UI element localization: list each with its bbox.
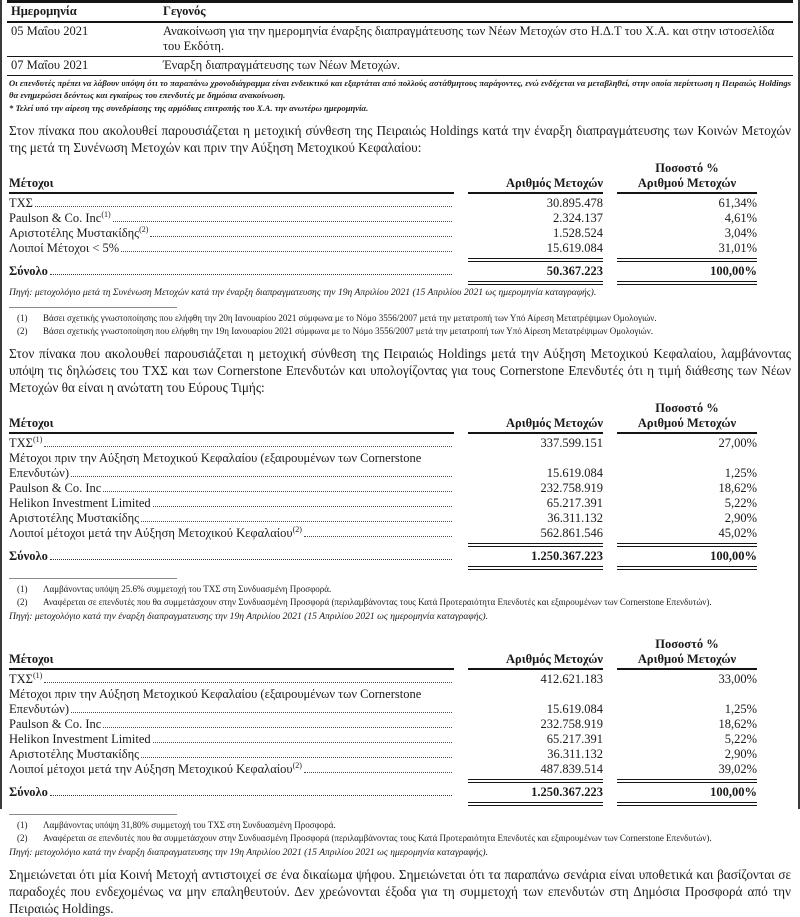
footnote-ref: (1) [101,209,111,219]
table-row-label-first-line: Μέτοχοι πριν την Αύξηση Μετοχικού Κεφαλαίου (εξαιρουμένων των Cornerstone [9,450,422,465]
intro-paragraph-2: Στον πίνακα που ακολουθεί παρουσιάζεται η μετοχική σύνθεση της Πειραιώς Holdings μετά την Αύξηση Μετοχικού Κεφαλαίου, λαμβάνοντας υπόψη τις δηλώσεις του ΤΧΣ και των Cornerstone Επενδυτών και υπολογίζοντας για τους Cornerstone Επενδυτές ότι η τιμή διάθεσης των Νέων Μετοχών θα είναι η ανώτατη του Εύρους Τιμής: [9,345,791,395]
footnote-ref: (2) [292,760,302,770]
col-header-percentage [617,401,757,434]
table-rows [9,672,757,777]
shareholder-name: Λοιποί Μέτοχοι < 5% [9,240,120,255]
asterisk-note: * Τελεί υπό την αίρεση της συνεδρίασης της αρμόδιας επιτροπής του Χ.Α. την ανωτέρω ημερομηνία. [9,103,369,113]
closing-paragraph: Σημειώνεται ότι μία Κοινή Μετοχή αντιστοιχεί σε ένα δικαίωμα ψήφου. Σημειώνεται ότι τα παραπάνω σενάρια είναι υποθετικά και βασίζονται σε παραδοχές που ενδεχομένως να μην επαληθευτούν. Δεν χρεώνονται έξοδα για τη συμμετοχή των επενδυτών στη Δημόσια Προσφορά από την Πειραιώς Holdings. [9,866,791,916]
footnote-text: Αναφέρεται σε επενδυτές που θα συμμετάσχουν στην Συνδυασμένη Προσφορά (περιλαμβάνοντας τους Κατά Προτεραιότητα Επενδυτές και εξαιρουμένων των Cornerstone Επενδυτών). [43,597,712,607]
shareholder-name: ΤΧΣ [9,195,33,210]
shares-percentage: 2,90% [724,510,757,525]
source-note-3: Πηγή: μετοχολόγιο κατά την έναρξη διαπραγματευσης την 19η Απριλίου 2021 (15 Απριλίου 2021 ως ημερομηνία καταγραφής). [9,846,488,858]
footnote [9,312,791,325]
shareholders-table-1 [9,161,757,285]
shares-count: 487.839.514 [540,761,603,776]
table-row [9,496,757,511]
table-row [9,196,757,211]
footnote [9,832,791,845]
post-total-rule [9,281,757,285]
shares-percentage: 61,34% [718,195,757,210]
shares-percentage: 3,04% [724,225,757,240]
shares-percentage: 18,62% [718,480,757,495]
total-percentage: 100,00% [710,784,757,799]
footnote [9,819,791,832]
schedule-date: 07 Μαΐου 2021 [11,58,89,72]
timeline-disclaimer: Οι επενδυτές πρέπει να λάβουν υπόψη ότι το παραπάνω χρονοδιάγραμμα είναι ενδεικτικό και εξαρτάται από πολλούς αστάθμητους παράγοντες, ενώ ενδέχεται να μεταβληθεί, στην οποία περίπτωση η Πειραιώς Holdings θα ενημερώσει δεόντως και εγκαίρως του επενδυτές με δημόσια ανακοίνωση. [9,78,791,100]
total-row [9,264,757,279]
total-label: Σύνολο [9,263,48,278]
table-row [9,717,757,732]
shareholder-name: ΤΧΣ$^{(1)}$ [9,670,43,686]
shares-count: 36.311.132 [547,746,603,761]
dotted-leader [44,682,452,683]
total-percentage: 100,00% [710,263,757,278]
footnote-number: (2) [17,326,28,336]
footnote-separator [9,307,177,308]
shares-count: 1.528.524 [553,225,603,240]
shares-percentage: 4,61% [724,210,757,225]
shareholder-name: Αριστοτέλης Μυστακίδης [9,510,140,525]
shareholder-name: ΤΧΣ$^{(1)}$ [9,434,43,450]
table-row [9,672,757,687]
footnote-text: Βάσει σχετικής γνωστοποίησης που ελήφθη την 20η Ιανουαρίου 2021 σύμφωνα με το Νόμο 3556/2007 μετά την μετατροπή των Υπό Αίρεση Μετατρέψιμων Ομολογιών. [43,312,657,323]
dotted-leader [71,476,452,477]
shares-count: 337.599.151 [540,435,603,450]
shares-count: 15.619.084 [546,240,603,255]
table-row [9,526,757,541]
shares-percentage: 39,02% [718,761,757,776]
shares-count: 65.217.391 [546,731,603,746]
shareholder-name: Αριστοτέλης Μυστακίδης [9,746,140,761]
dotted-leader [121,251,452,252]
shares-percentage: 27,00% [718,435,757,450]
col-header-shareholders: Μέτοχοι [9,652,454,670]
shares-count: 2.324.137 [553,210,603,225]
footnote-text: Λαμβάνοντας υπόψη 31,80% συμμετοχή του ΤΧΣ στη Συνδυασμένη Προσφορά. [43,819,336,830]
shareholder-name: Helikon Investment Limited [9,495,151,510]
total-percentage: 100,00% [710,548,757,563]
shareholder-name: Paulson & Co. Inc [9,480,102,495]
footnote-number: (1) [17,583,28,594]
schedule-row [7,57,793,76]
table-row-label-first-line: Μέτοχοι πριν την Αύξηση Μετοχικού Κεφαλαίου (εξαιρουμένων των Cornerstone [9,686,422,701]
schedule-header-row [7,2,793,23]
shares-percentage: 1,25% [724,465,757,480]
shares-percentage: 5,22% [724,495,757,510]
table-row [9,481,757,496]
shareholder-name: Paulson & Co. Inc$^{(1)}$ [9,209,111,225]
shareholders-table-2 [9,401,757,570]
col-header-percentage [617,161,757,194]
footnote-ref: (2) [292,524,302,534]
table-row [9,732,757,747]
shareholder-name: Λοιποί μέτοχοι μετά την Αύξηση Μετοχικού Κεφαλαίου$^{(2)}$ [9,524,302,540]
shares-count: 15.619.084 [546,465,603,480]
table-rows [9,196,757,256]
table-row [9,466,757,481]
col-header-percentage [617,637,757,670]
dotted-leader [50,795,452,796]
schedule-event: Έναρξη διαπραγμάτευσης των Νέων Μετοχών. [163,58,401,72]
shares-percentage: 31,01% [718,240,757,255]
footnote-number: (1) [17,819,28,830]
table-row [9,762,757,777]
footnote [9,583,791,596]
dotted-leader [113,221,452,222]
schedule-header-event: Γεγονός [163,4,206,18]
schedule-header-date: Ημερομηνία [11,4,77,18]
shares-count: 232.758.919 [540,480,603,495]
table-row [9,511,757,526]
table-row [9,211,757,226]
shares-percentage: 2,90% [724,746,757,761]
intro-paragraph-1: Στον πίνακα που ακολουθεί παρουσιάζεται η μετοχική σύνθεση της Πειραιώς Holdings κατά την έναρξη διαπραγμάτευσης των Κοινών Μετοχών της μετά τη Συνένωση Μετοχών και πριν την Αύξηση Μετοχικού Κεφαλαίου: [9,122,791,155]
shareholder-name: Επενδυτών) [9,465,69,480]
pre-total-rule [9,543,757,547]
footnote-text: Λαμβάνοντας υπόψη 25.6% συμμετοχή του ΤΧΣ στη Συνδυασμένη Προσφορά. [43,583,332,594]
footnote-text: Αναφέρεται σε επενδυτές που θα συμμετάσχουν στην Συνδυασμένη Προσφορά (περιλαμβάνοντας τους Κατά Προτεραιότητα Επενδυτές και εξαιρουμένων των Cornerstone Επενδυτών). [43,833,712,843]
col-header-percentage-line2: Αριθμού Μετοχών [637,651,737,666]
footnote-ref: (1) [32,670,43,680]
total-label: Σύνολο [9,784,48,799]
col-header-number-of-shares: Αριθμός Μετοχών [468,176,603,194]
footnote-ref: (1) [32,434,43,444]
footnote-separator [9,578,177,579]
table-row [9,702,757,717]
footnote-ref: (2) [139,224,149,234]
pre-total-rule [9,258,757,262]
table-header-row [9,401,757,434]
dotted-leader [50,559,452,560]
total-label: Σύνολο [9,548,48,563]
dotted-leader [304,536,452,537]
total-shares: 1.250.367.223 [531,784,603,799]
footnote-number: (1) [17,312,28,323]
table-header-row [9,161,757,194]
total-shares: 50.367.223 [546,263,603,278]
source-note-1: Πηγή: μετοχολόγιο μετά τη Συνένωση Μετοχών κατά την έναρξη διαπραγματευσης την 19η Απριλίου 2021 (15 Απριλίου 2021 ως ημερομηνία καταγραφής). [9,286,597,298]
col-header-percentage-line2: Αριθμού Μετοχών [637,415,737,430]
dotted-leader [103,491,452,492]
col-header-number-of-shares: Αριθμός Μετοχών [468,416,603,434]
col-header-number-of-shares: Αριθμός Μετοχών [468,652,603,670]
source-note-2: Πηγή: μετοχολόγιο κατά την έναρξη διαπραγματευσης την 19η Απριλίου 2021 (15 Απριλίου 2021 ως ημερομηνία καταγραφής). [9,610,488,622]
shares-percentage: 45,02% [718,525,757,540]
dotted-leader [71,712,452,713]
shares-percentage: 18,62% [718,716,757,731]
shares-percentage: 33,00% [718,671,757,686]
table-row [9,226,757,241]
col-header-percentage-line2: Αριθμού Μετοχών [637,175,737,190]
table-row [9,241,757,256]
footnote-number: (2) [17,833,28,843]
shares-count: 36.311.132 [547,510,603,525]
footnote-text: Βάσει σχετικής γνωστοποίηση που ελήφθη την 19η Ιανουαρίου 2021 σύμφωνα με το Νόμο 3556/2007 μετά την μετατροπή των Υπό Αίρεση Μετατρέψιμων Ομολογιών. [43,326,654,336]
footnote-separator [9,814,177,815]
shares-count: 412.621.183 [540,671,603,686]
dotted-leader [153,506,452,507]
table-row [9,747,757,762]
schedule-date: 05 Μαΐου 2021 [11,24,89,38]
schedule-event: Ανακοίνωση για την ημερομηνία έναρξης διαπραγμάτευσης των Νέων Μετοχών στο Η.Δ.Τ του Χ.Α. και στην ιστοσελίδα του Εκδότη. [163,24,775,53]
table-rows [9,436,757,541]
total-row [9,549,757,564]
shares-count: 15.619.084 [546,701,603,716]
col-header-shareholders: Μέτοχοι [9,176,454,194]
dotted-leader [141,521,452,522]
shares-count: 562.861.546 [540,525,603,540]
shareholder-name: Helikon Investment Limited [9,731,151,746]
footnote-number: (2) [17,597,28,607]
dotted-leader [44,446,452,447]
shares-count: 30.895.478 [546,195,603,210]
table-row [9,436,757,451]
shareholder-name: Επενδυτών) [9,701,69,716]
footnote [9,596,791,609]
shareholder-name: Λοιποί μέτοχοι μετά την Αύξηση Μετοχικού Κεφαλαίου$^{(2)}$ [9,760,302,776]
dotted-leader [35,206,452,207]
post-total-rule [9,566,757,570]
pre-total-rule [9,779,757,783]
col-header-percentage-line1: Ποσοστό % [655,400,719,415]
shares-count: 65.217.391 [546,495,603,510]
dotted-leader [304,772,452,773]
dotted-leader [150,236,452,237]
footnote [9,325,791,338]
col-header-percentage-line1: Ποσοστό % [655,636,719,651]
shares-percentage: 5,22% [724,731,757,746]
schedule-row [7,22,793,57]
total-shares: 1.250.367.223 [531,548,603,563]
table-header-row [9,637,757,670]
dotted-leader [153,742,452,743]
total-row [9,785,757,800]
dotted-leader [50,274,452,275]
shareholders-table-3 [9,637,757,806]
schedule-table [7,0,793,76]
col-header-shareholders: Μέτοχοι [9,416,454,434]
shares-percentage: 1,25% [724,701,757,716]
col-header-percentage-line1: Ποσοστό % [655,160,719,175]
shares-count: 232.758.919 [540,716,603,731]
dotted-leader [103,727,452,728]
shareholder-name: Αριστοτέλης Μυστακίδης$^{(2)}$ [9,224,149,240]
post-total-rule [9,802,757,806]
dotted-leader [141,757,452,758]
shareholder-name: Paulson & Co. Inc [9,716,102,731]
